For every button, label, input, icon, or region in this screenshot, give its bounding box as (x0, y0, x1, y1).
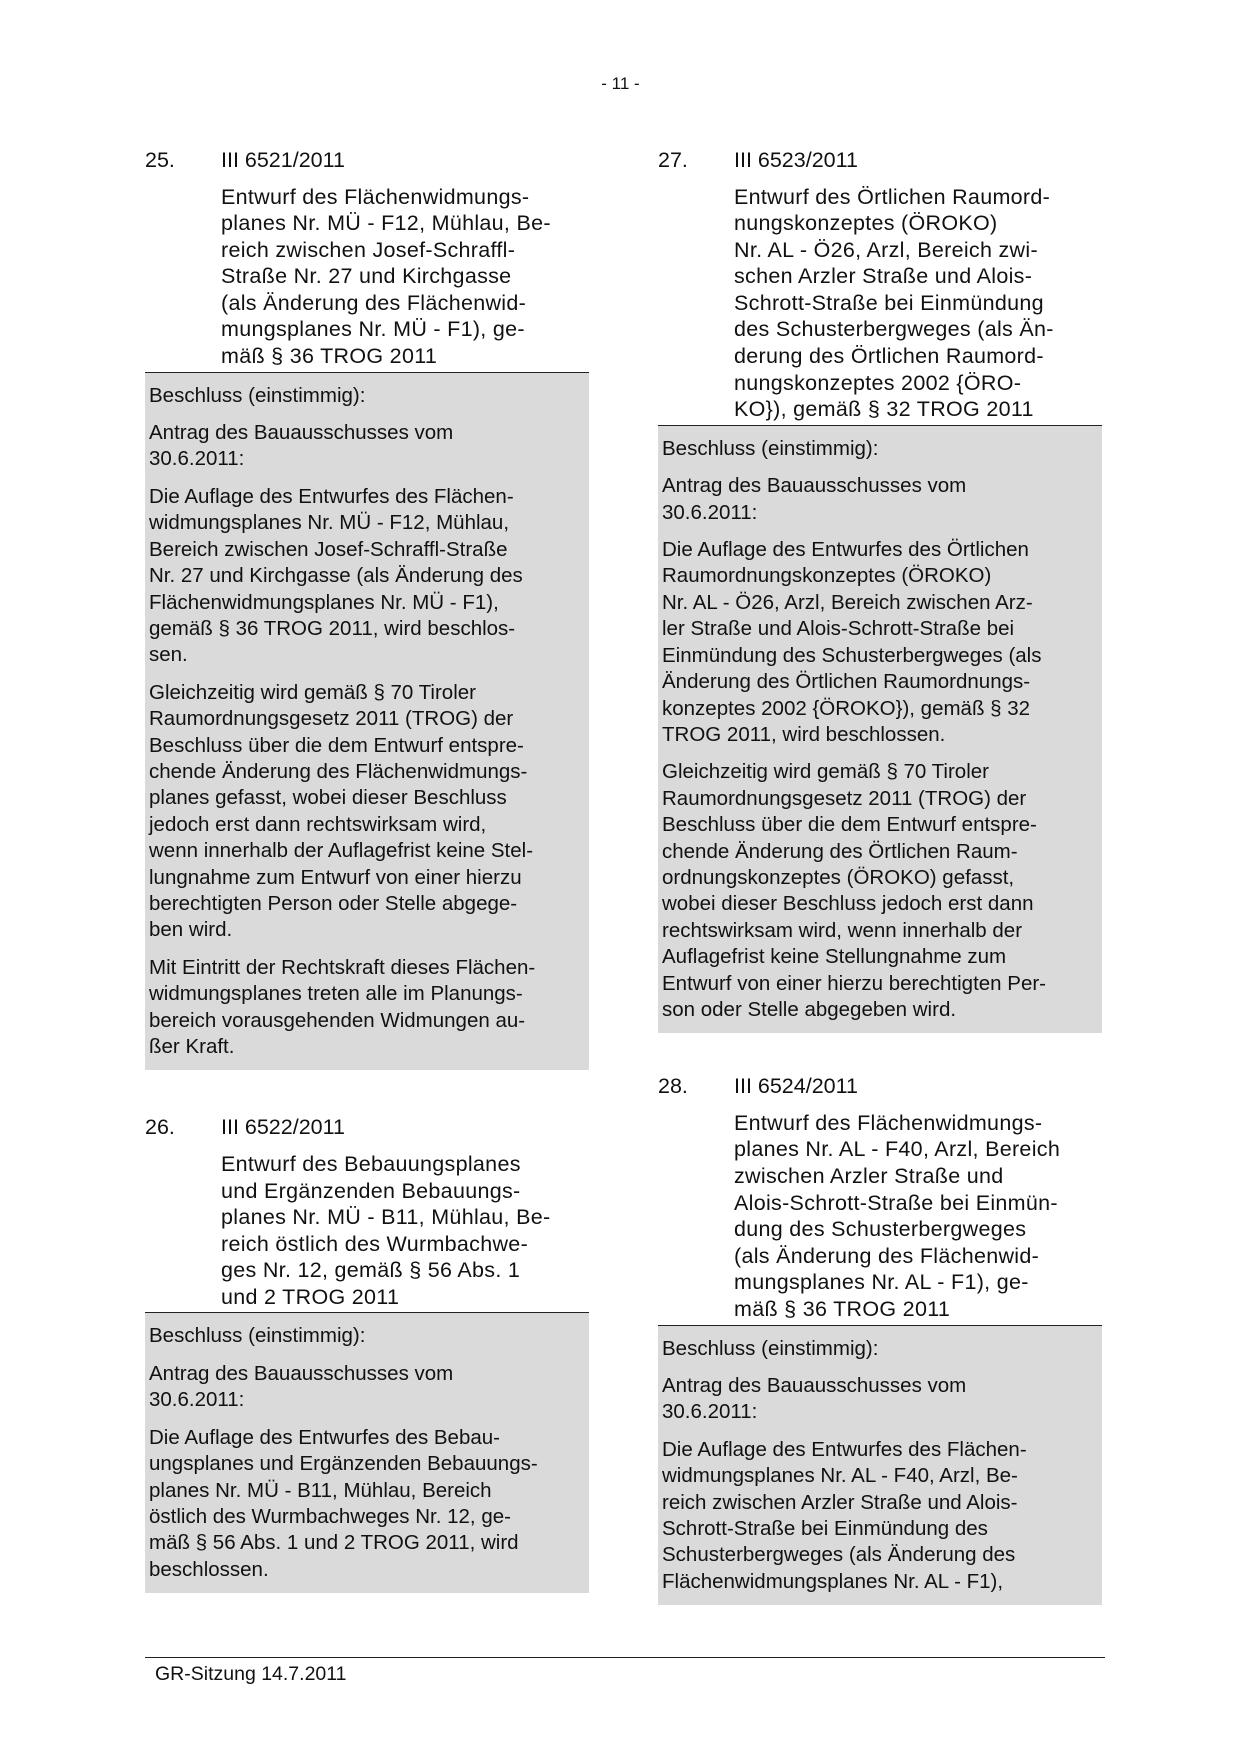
right-column (658, 147, 1102, 1605)
resolution-paragraph (662, 1336, 1098, 1362)
text-line: Auflagefrist keine Stellungnahme zum (662, 945, 1007, 969)
footer-text: GR-Sitzung 14.7.2011 (155, 1663, 347, 1685)
text-line: chende Änderung des Flächenwidmungs- (149, 759, 528, 783)
text-line: Beschluss (einstimmig): (149, 1324, 366, 1348)
title-line: des Schusterbergweges (als Än- (734, 317, 1054, 342)
item-number: 27. (658, 148, 688, 172)
text-line: Beschluss über die dem Entwurf entspre- (149, 733, 524, 757)
text-line: chende Änderung des Örtlichen Raum- (662, 839, 1018, 863)
text-line: berechtigten Person oder Stelle abgege- (149, 891, 518, 915)
text-line: Die Auflage des Entwurfes des Flächen- (662, 1437, 1027, 1461)
text-line: Nr. 27 und Kirchgasse (als Änderung des (149, 564, 523, 588)
text-line: ler Straße und Alois-Schrott-Straße bei (662, 617, 1015, 641)
text-line: Mit Eintritt der Rechtskraft dieses Flächen- (149, 955, 536, 979)
title-line: ges Nr. 12, gemäß § 56 Abs. 1 (221, 1258, 521, 1283)
text-line: 30.6.2011: (662, 500, 758, 524)
text-line: 30.6.2011: (662, 1400, 758, 1424)
title-line: Straße Nr. 27 und Kirchgasse (221, 264, 512, 289)
title-line: reich zwischen Josef-Schraffl- (221, 237, 516, 262)
text-line: sen. (149, 643, 188, 667)
resolution-paragraph (149, 484, 585, 669)
text-line: Die Auflage des Entwurfes des Örtlichen (662, 538, 1029, 562)
title-line: und Ergänzenden Bebauungs- (221, 1178, 521, 1203)
text-line: Nr. AL - Ö26, Arzl, Bereich zwischen Arz- (662, 590, 1033, 614)
agenda-item-28 (658, 1073, 1102, 1605)
item-number: 26. (145, 1115, 175, 1140)
title-line: (als Änderung des Flächenwid- (221, 290, 527, 315)
left-column (145, 147, 589, 1593)
agenda-item-27 (658, 147, 1102, 1033)
text-line: widmungsplanes Nr. AL - F40, Arzl, Be- (662, 1464, 1018, 1488)
text-line: Antrag des Bauausschusses vom (149, 1361, 454, 1385)
title-line: und 2 TROG 2011 (221, 1284, 400, 1309)
title-line: nungskonzeptes (ÖROKO) (734, 211, 998, 236)
title-line: schen Arzler Straße und Alois- (734, 264, 1033, 289)
footer-divider (145, 1657, 1105, 1658)
text-line: wobei dieser Beschluss jedoch erst dann (662, 892, 1034, 916)
page-number: - 11 - (601, 74, 640, 93)
title-line: Entwurf des Bebauungsplanes (221, 1151, 521, 1176)
text-line: Beschluss (einstimmig): (662, 1336, 879, 1360)
title-line: mungsplanes Nr. AL - F1), ge- (734, 1270, 1029, 1295)
resolution-paragraph (662, 1373, 1098, 1426)
text-line: 30.6.2011: (149, 447, 245, 471)
text-line: widmungsplanes Nr. MÜ - F12, Mühlau, (149, 511, 510, 535)
item-title (221, 184, 589, 370)
item-title (221, 1151, 589, 1311)
text-line: Die Auflage des Entwurfes des Flächen- (149, 484, 514, 508)
text-line: Schusterbergweges (als Änderung des (662, 1543, 1016, 1567)
item-title (734, 184, 1102, 423)
agenda-item-26 (145, 1114, 589, 1593)
text-line: Gleichzeitig wird gemäß § 70 Tiroler (149, 680, 476, 704)
text-line: konzeptes 2002 {ÖROKO}), gemäß § 32 (662, 696, 1031, 720)
text-line: ordnungskonzeptes (ÖROKO) gefasst, (662, 865, 1015, 889)
text-line: Raumordnungsgesetz 2011 (TROG) der (662, 786, 1027, 810)
text-line: planes Nr. MÜ - B11, Mühlau, Bereich (149, 1478, 492, 1502)
text-line: lungnahme zum Entwurf von einer hierzu (149, 865, 522, 889)
title-line: mäß § 36 TROG 2011 (734, 1297, 951, 1322)
title-line: mäß § 36 TROG 2011 (221, 344, 438, 369)
text-line: Flächenwidmungsplanes Nr. MÜ - F1), (149, 590, 499, 614)
text-line: Änderung des Örtlichen Raumordnungs- (662, 670, 1031, 694)
item-number: 25. (145, 148, 175, 172)
text-line: beschlossen. (149, 1557, 269, 1581)
title-line: reich östlich des Wurmbachwe- (221, 1231, 529, 1256)
title-line: Entwurf des Flächenwidmungs- (734, 1110, 1043, 1135)
title-line: Nr. AL - Ö26, Arzl, Bereich zwi- (734, 237, 1038, 262)
text-line: son oder Stelle abgegeben wird. (662, 997, 957, 1021)
text-line: reich zwischen Arzler Straße und Alois- (662, 1490, 1018, 1514)
item-reference: III 6522/2011 (221, 1115, 345, 1140)
title-line: mungsplanes Nr. MÜ - F1), ge- (221, 317, 525, 342)
resolution-paragraph (149, 420, 585, 473)
text-line: Beschluss (einstimmig): (662, 436, 879, 460)
title-line: nungskonzeptes 2002 {ÖRO- (734, 370, 1022, 395)
resolution-paragraph (149, 1323, 585, 1349)
title-line: Entwurf des Flächenwidmungs- (221, 184, 530, 209)
item-title (734, 1110, 1102, 1323)
text-line: Bereich zwischen Josef-Schraffl-Straße (149, 537, 508, 561)
item-heading (145, 147, 589, 174)
text-line: jedoch erst dann rechtswirksam wird, (149, 812, 487, 836)
text-line: Beschluss (einstimmig): (149, 383, 366, 407)
text-line: östlich des Wurmbachweges Nr. 12, ge- (149, 1504, 511, 1528)
title-line: derung des Örtlichen Raumord- (734, 344, 1044, 369)
title-line: Entwurf des Örtlichen Raumord- (734, 184, 1051, 209)
item-reference: III 6524/2011 (734, 1074, 858, 1099)
text-line: Flächenwidmungsplanes Nr. AL - F1), (662, 1569, 1004, 1593)
item-heading (658, 1073, 1102, 1100)
text-line: Raumordnungsgesetz 2011 (TROG) der (149, 707, 514, 731)
text-line: Antrag des Bauausschusses vom (662, 1374, 967, 1398)
resolution-paragraph (662, 537, 1098, 748)
text-line: gemäß § 36 TROG 2011, wird beschlos- (149, 616, 516, 640)
text-line: Gleichzeitig wird gemäß § 70 Tiroler (662, 760, 989, 784)
text-line: Antrag des Bauausschusses vom (662, 474, 967, 498)
resolution-paragraph (149, 955, 585, 1061)
title-line: planes Nr. MÜ - B11, Mühlau, Be- (221, 1205, 551, 1230)
text-line: Beschluss über die dem Entwurf entspre- (662, 813, 1037, 837)
item-number: 28. (658, 1074, 688, 1099)
title-line: Schrott-Straße bei Einmündung (734, 290, 1044, 315)
text-line: mäß § 56 Abs. 1 und 2 TROG 2011, wird (149, 1531, 519, 1555)
text-line: bereich vorausgehenden Widmungen au- (149, 1008, 526, 1032)
title-line: planes Nr. MÜ - F12, Mühlau, Be- (221, 211, 551, 236)
item-reference: III 6521/2011 (221, 148, 345, 172)
resolution-box (658, 426, 1102, 1034)
title-line: zwischen Arzler Straße und (734, 1164, 1004, 1189)
text-line: Die Auflage des Entwurfes des Bebau- (149, 1425, 500, 1449)
text-line: Schrott-Straße bei Einmündung des (662, 1517, 988, 1541)
resolution-paragraph (662, 759, 1098, 1023)
text-line: ungsplanes und Ergänzenden Bebauungs- (149, 1452, 538, 1476)
item-heading (658, 147, 1102, 174)
text-line: rechtswirksam wird, wenn innerhalb der (662, 918, 1023, 942)
resolution-paragraph (149, 1361, 585, 1414)
text-line: Antrag des Bauausschusses vom (149, 421, 454, 445)
text-line: ben wird. (149, 918, 233, 942)
resolution-paragraph (149, 680, 585, 944)
title-line: Alois-Schrott-Straße bei Einmün- (734, 1190, 1058, 1215)
resolution-paragraph (149, 383, 585, 409)
resolution-box (145, 373, 589, 1071)
text-line: Entwurf von einer hierzu berechtigten Per- (662, 971, 1047, 995)
resolution-box (658, 1326, 1102, 1606)
text-line: 30.6.2011: (149, 1388, 245, 1412)
resolution-paragraph (662, 1437, 1098, 1595)
resolution-paragraph (149, 1425, 585, 1583)
title-line: KO}), gemäß § 32 TROG 2011 (734, 397, 1034, 422)
title-line: (als Änderung des Flächenwid- (734, 1243, 1040, 1268)
title-line: dung des Schusterbergweges (734, 1217, 1027, 1242)
text-line: ßer Kraft. (149, 1035, 235, 1058)
text-line: widmungsplanes treten alle im Planungs- (149, 982, 523, 1006)
text-line: planes gefasst, wobei dieser Beschluss (149, 786, 507, 810)
title-line: planes Nr. AL - F40, Arzl, Bereich (734, 1137, 1061, 1162)
resolution-paragraph (662, 436, 1098, 462)
text-line: TROG 2011, wird beschlossen. (662, 722, 946, 746)
item-reference: III 6523/2011 (734, 148, 858, 172)
text-line: Raumordnungskonzeptes (ÖROKO) (662, 564, 992, 588)
resolution-box (145, 1313, 589, 1593)
item-heading (145, 1114, 589, 1141)
agenda-item-25 (145, 147, 589, 1070)
resolution-paragraph (662, 473, 1098, 526)
text-line: wenn innerhalb der Auflagefrist keine Stel- (149, 839, 534, 863)
text-line: Einmündung des Schusterbergweges (als (662, 643, 1042, 667)
